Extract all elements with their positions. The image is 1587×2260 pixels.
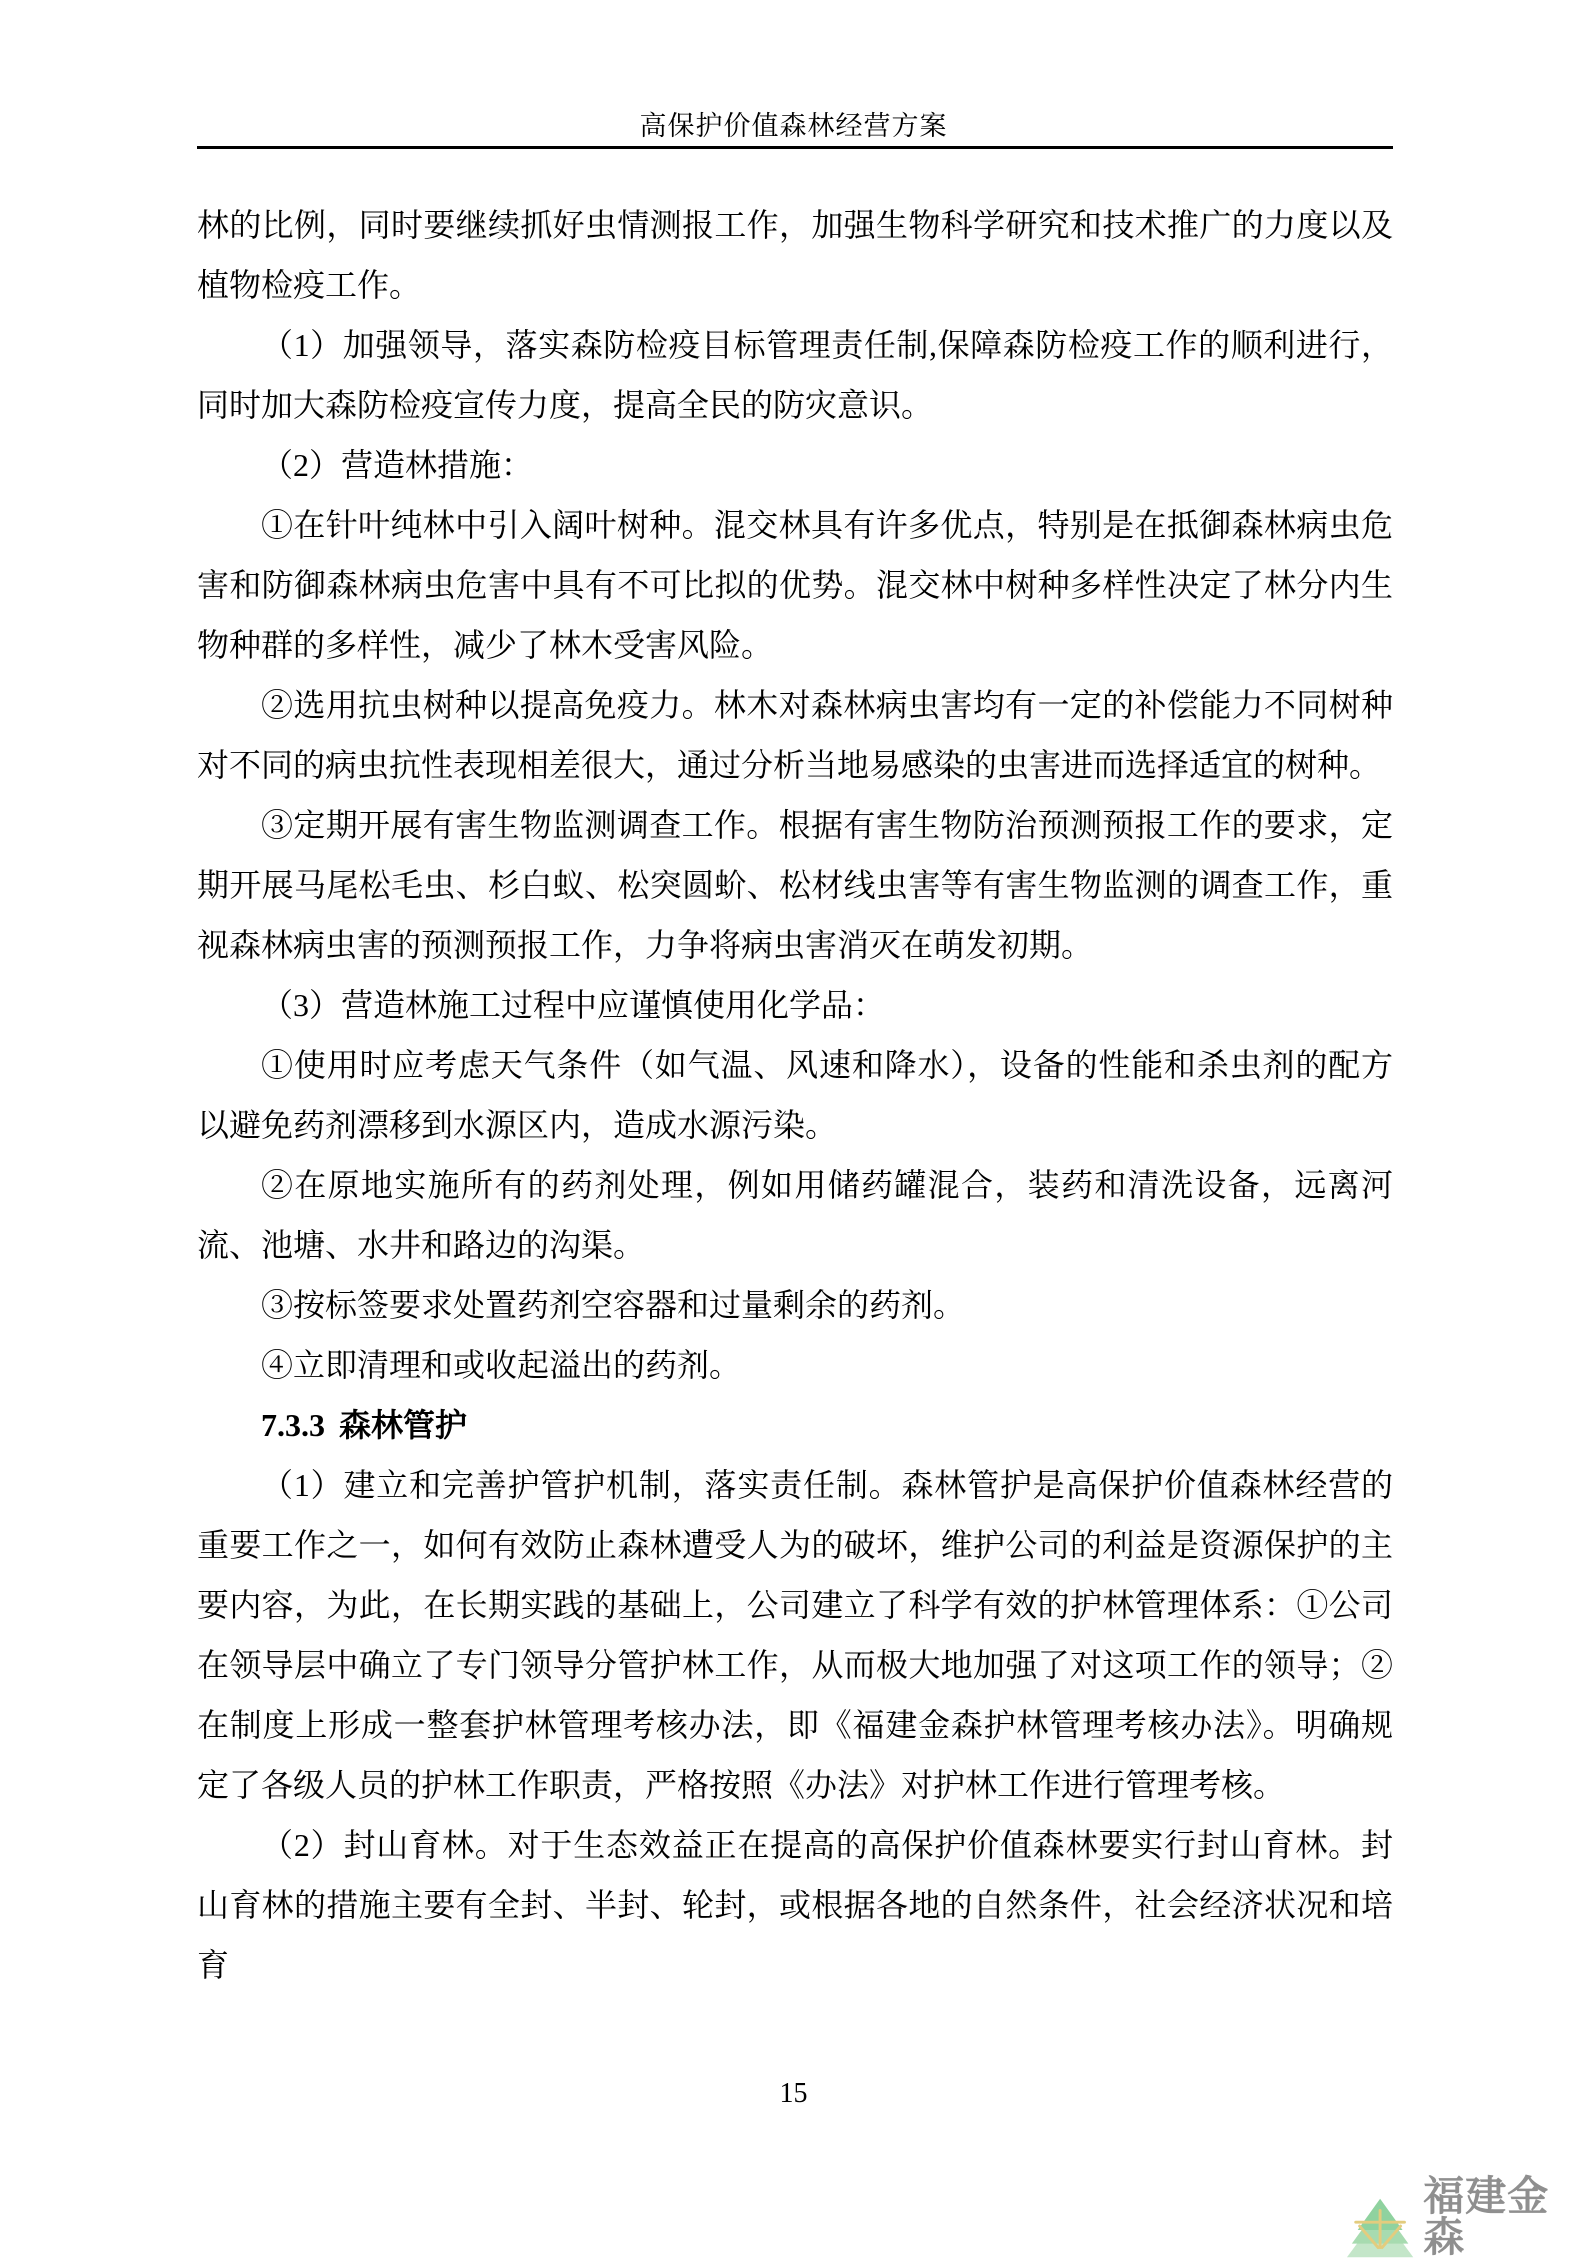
header-divider xyxy=(197,146,1393,149)
paragraph: ③定期开展有害生物监测调查工作。根据有害生物防治预测预报工作的要求，定期开展马尾松毛虫、杉白蚁、松突圆蚧、松材线虫害等有害生物监测的调查工作，重视森林病虫害的预测预报工作，力争将病虫害消灭在萌发初期。 xyxy=(197,807,1393,963)
paragraph: ②选用抗虫树种以提高免疫力。林木对森林病虫害均有一定的补偿能力不同树种对不同的病虫抗性表现相差很大，通过分析当地易感染的虫害进而选择适宜的树种。 xyxy=(197,687,1393,783)
pine-tree-icon xyxy=(1345,2198,1415,2260)
paragraph: （1）建立和完善护管护机制，落实责任制。森林管护是高保护价值森林经营的重要工作之一，如何有效防止森林遭受人为的破坏，维护公司的利益是资源保护的主要内容，为此，在长期实践的基础上，公司建立了科学有效的护林管理体系：①公司在领导层中确立了专门领导分管护林工作，从而极大地加强了对这项工作的领导；②在制度上形成一整套护林管理考核办法，即《福建金森护林管理考核办法》。明确规定了各级人员的护林工作职责，严格按照《办法》对护林工作进行管理考核。 xyxy=(197,1467,1393,1803)
paragraph: ①使用时应考虑天气条件（如气温、风速和降水），设备的性能和杀虫剂的配方以避免药剂漂移到水源区内，造成水源污染。 xyxy=(197,1047,1393,1143)
section-title: 森林管护 xyxy=(339,1407,468,1443)
paragraph: 林的比例，同时要继续抓好虫情测报工作，加强生物科学研究和技术推广的力度以及植物检疫工作。 xyxy=(197,207,1393,303)
paragraph: （2）营造林措施： xyxy=(261,447,534,483)
section-number: 7.3.3 xyxy=(261,1407,325,1443)
page-number: 15 xyxy=(779,2078,808,2109)
paragraph: （1）加强领导，落实森防检疫目标管理责任制,保障森防检疫工作的顺利进行，同时加大森防检疫宣传力度，提高全民的防灾意识。 xyxy=(197,327,1393,423)
paragraph: ①在针叶纯林中引入阔叶树种。混交林具有许多优点，特别是在抵御森林病虫危害和防御森林病虫危害中具有不可比拟的优势。混交林中树种多样性决定了林分内生物种群的多样性，减少了林木受害风险。 xyxy=(197,507,1393,663)
company-name: 福建金森 xyxy=(1423,2173,1550,2260)
paragraph: （2）封山育林。对于生态效益正在提高的高保护价值森林要实行封山育林。封山育林的措施主要有全封、半封、轮封，或根据各地的自然条件，社会经济状况和培育 xyxy=(197,1827,1393,1983)
page-header-title: 高保护价值森林经营方案 xyxy=(639,111,948,141)
company-logo xyxy=(1345,2173,1587,2260)
paragraph: ②在原地实施所有的药剂处理，例如用储药罐混合，装药和清洗设备，远离河流、池塘、水井和路边的沟渠。 xyxy=(197,1167,1393,1263)
paragraph: （3）营造林施工过程中应谨慎使用化学品： xyxy=(261,987,886,1023)
paragraph: ④立即清理和或收起溢出的药剂。 xyxy=(261,1347,742,1383)
paragraph: ③按标签要求处置药剂空容器和过量剩余的药剂。 xyxy=(261,1287,966,1323)
document-body xyxy=(197,195,1393,1995)
section-heading-7-3-3 xyxy=(197,1395,1393,1455)
